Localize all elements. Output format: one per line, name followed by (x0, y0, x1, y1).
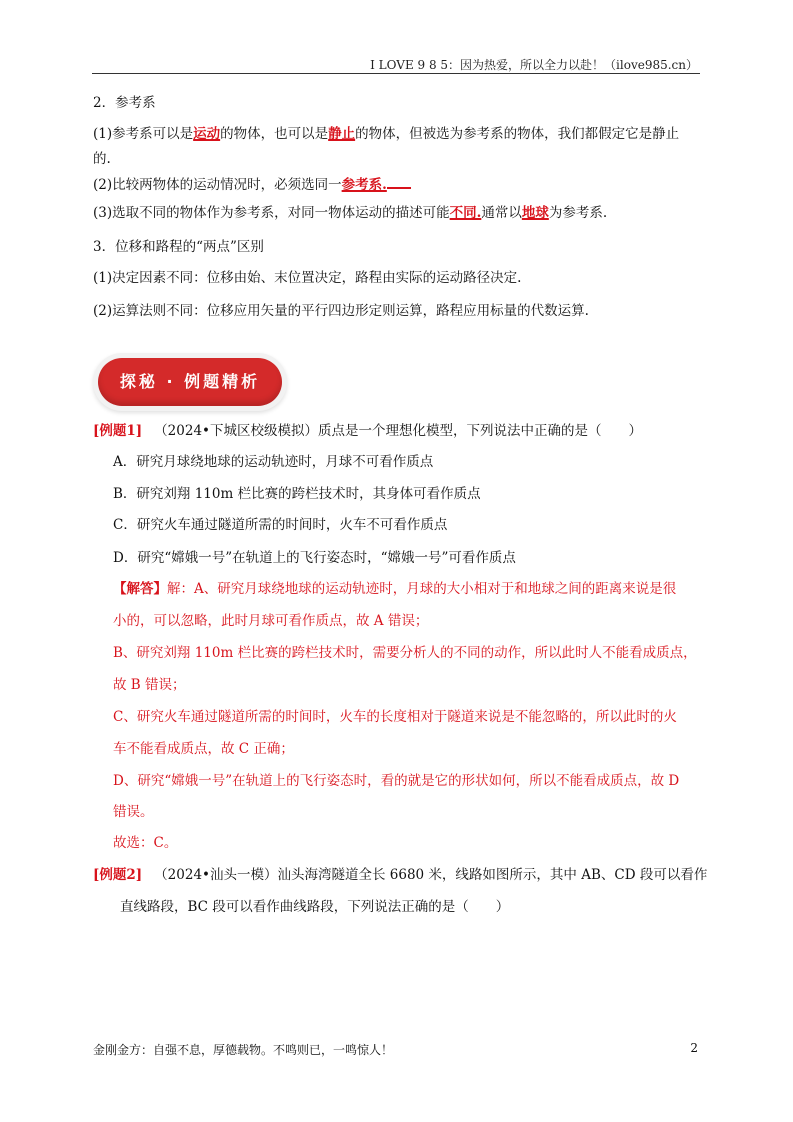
reference-frame-item-1 (93, 124, 679, 144)
answer-tag: 【解答】 (113, 581, 167, 597)
text-fragment: 通常以 (481, 205, 522, 221)
option-b: B．研究刘翔 110m 栏比赛的跨栏技术时，其身体可看作质点 (113, 486, 481, 502)
answer-highlight: 地球 (521, 205, 549, 221)
answer-highlight: 静止 (328, 126, 356, 142)
displacement-item-1: (1)决定因素不同：位移由始、末位置决定，路程由实际的运动路径决定. (93, 270, 522, 286)
text-fragment: (2)比较两物体的运动情况时，必须选同一 (93, 177, 342, 193)
answer-line: 车不能看成质点，故 C 正确； (113, 741, 294, 757)
answer-highlight: 参考系. (341, 177, 387, 193)
displacement-item-2: (2)运算法则不同：位移应用矢量的平行四边形定则运算，路程应用标量的代数运算. (93, 303, 589, 319)
reference-frame-item-3 (93, 203, 607, 223)
text-fragment: 为参考系. (548, 205, 608, 221)
question-text: （2024•汕头一模）汕头海湾隧道全长 6680 米，线路如图所示，其中 AB、CD 段可以看作 (154, 867, 708, 883)
question-text: （2024•下城区校级模拟）质点是一个理想化模型，下列说法中正确的是（ ） (154, 423, 642, 439)
example-tag: [例题2] (93, 867, 143, 883)
answer-highlight: 运动 (193, 126, 221, 142)
reference-frame-item-1-cont: 的. (93, 151, 111, 167)
section-heading-reference-frame: 2．参考系 (93, 95, 156, 111)
text-fragment: 的物体，也可以是 (220, 126, 329, 142)
page-number: 2 (690, 1041, 698, 1055)
footer-motto: 金刚金方：自强不息，厚德载物。不鸣则已，一鸣惊人！ (93, 1043, 394, 1057)
section-banner (93, 353, 287, 411)
answer-underline-tail (387, 187, 411, 189)
example-1-stem (93, 421, 642, 441)
option-a: A．研究月球绕地球的运动轨迹时，月球不可看作质点 (113, 454, 434, 470)
example-2-stem-cont: 直线路段，BC 段可以看作曲线路段，下列说法正确的是（ ） (120, 899, 510, 915)
answer-line: B、研究刘翔 110m 栏比赛的跨栏技术时，需要分析人的不同的动作，所以此时人不能看成质点， (113, 645, 697, 661)
answer-highlight: 不同. (449, 205, 482, 221)
banner-pill (98, 358, 282, 406)
answer-line: 小的，可以忽略，此时月球可看作质点，故 A 错误； (113, 613, 429, 629)
section-heading-displacement-distance: 3．位移和路程的“两点”区别 (93, 239, 264, 255)
text-fragment: (1)参考系可以是 (93, 126, 194, 142)
option-c: C．研究火车通过隧道所需的时间时，火车不可看作质点 (113, 517, 448, 533)
answer-choice: 故选：C。 (113, 835, 178, 851)
page-header: I LOVE 9 8 5：因为热爱，所以全力以赴！（ilove985.cn） (370, 58, 698, 72)
answer-line (113, 579, 676, 599)
reference-frame-item-2 (93, 175, 411, 195)
banner-label: 探秘 · 例题精析 (119, 372, 261, 391)
answer-line: 故 B 错误； (113, 677, 186, 693)
example-tag: [例题1] (93, 423, 143, 439)
answer-line: 错误。 (113, 804, 154, 820)
answer-text: 解：A、研究月球绕地球的运动轨迹时，月球的大小相对于和地球之间的距离来说是很 (167, 581, 677, 597)
answer-line: C、研究火车通过隧道所需的时间时，火车的长度相对于隧道来说是不能忽略的，所以此时的火 (113, 709, 677, 725)
example-2-stem (93, 865, 707, 885)
text-fragment: 的物体，但被选为参考系的物体，我们都假定它是静止 (355, 126, 680, 142)
option-d: D．研究“嫦娥一号”在轨道上的飞行姿态时，“嫦娥一号”可看作质点 (113, 550, 516, 566)
header-divider (92, 73, 700, 74)
text-fragment: (3)选取不同的物体作为参考系，对同一物体运动的描述可能 (93, 205, 450, 221)
answer-line: D、研究“嫦娥一号”在轨道上的飞行姿态时，看的就是它的形状如何，所以不能看成质点，故 D (113, 773, 680, 789)
